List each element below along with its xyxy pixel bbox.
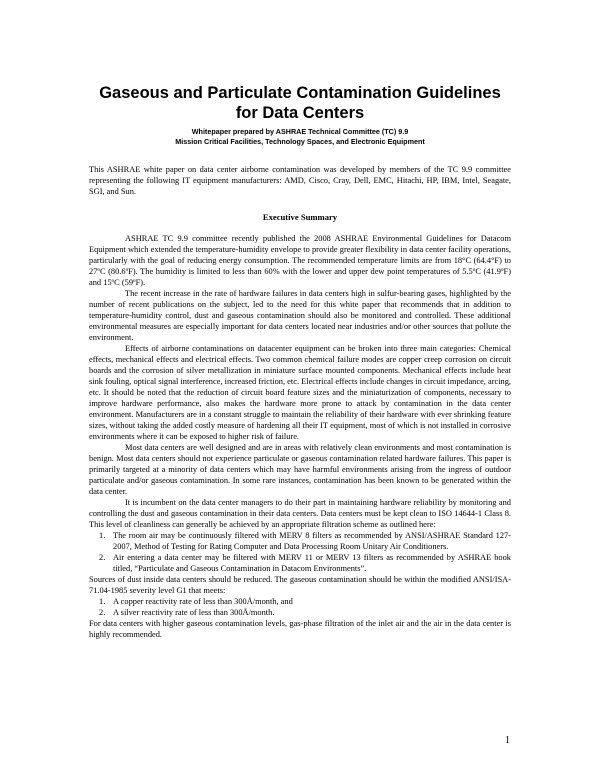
section-heading: Executive Summary — [262, 212, 338, 222]
executive-summary — [89, 233, 511, 640]
paragraph: For data centers with higher gaseous contamination levels, gas-phase filtration of the inlet air and the air in the data center is highly recommended. — [89, 619, 511, 639]
list-number: 1. — [99, 531, 106, 540]
list-number: 1. — [99, 597, 106, 606]
paragraph: Most data centers are well designed and are in areas with relatively clean environments and most contamination is benign. Most data centers should not experience particulate or gaseous contamination related hardware failures. This paper is primarily targeted at a minority of data centers which may have harmful environments arising from the ingress of outdoor particulate and/or gaseous contamination. In some rare instances, contamination has been known to be generated within the data center. — [89, 443, 511, 496]
paragraph: It is incumbent on the data center managers to do their part in maintaining hardware reliability by monitoring and controlling the dust and gaseous contamination in their data centers. Data centers must be kept clean to ISO 14644-1 Class 8. This level of cleanliness can generally be achieved by an appropriate filtration scheme as outlined here: — [89, 498, 511, 529]
paragraph: ASHRAE TC 9.9 committee recently published the 2008 ASHRAE Environmental Guidelines for Datacom Equipment which extended the temperature-humidity envelope to provide greater flexibility in data center facility operations, particularly with the goal of reducing energy consumption. The recommended temperature limits are from 18°C (64.4°F) to 27ºC (80.6ºF). The humidity is limited to less than 60% with the lower and upper dew point temperatures of 5.5ºC (41.9ºF) and 15ºC (59ºF). — [89, 234, 511, 287]
page-number: 1 — [505, 735, 510, 746]
list-item — [89, 530, 511, 552]
list-text: The room air may be continuously filtered with MERV 8 filters as recommended by ANSI/ASHRAE Standard 127-2007, Method of Testing for Rating Computer and Data Processing Room Unitary Air Conditioners. — [113, 531, 511, 551]
reactivity-list — [89, 596, 511, 618]
intro-section — [89, 164, 511, 197]
list-item — [89, 596, 511, 607]
list-text: Air entering a data center may be filtered with MERV 11 or MERV 13 filters as recommended by ASHRAE book titled, “Particulate and Gaseous Contamination in Datacom Environments”. — [113, 553, 511, 573]
title-line-2: for Data Centers — [235, 104, 365, 122]
byline-line-1: Whitepaper prepared by ASHRAE Technical Committee (TC) 9.9 — [191, 127, 409, 136]
document-title — [60, 83, 540, 123]
intro-paragraph: This ASHRAE white paper on data center airborne contamination was developed by members of the TC 9.9 committee representing the following IT equipment manufacturers: AMD, Cisco, Cray, Dell, EMC, Hitachi, HP, IBM, Intel, Seagate, SGI, and Sun. — [89, 165, 511, 196]
list-item — [89, 607, 511, 618]
list-text: A silver reactivity rate of less than 300Å/month. — [113, 608, 275, 617]
byline-line-2: Mission Critical Facilities, Technology Spaces, and Electronic Equipment — [175, 136, 425, 146]
list-item — [89, 552, 511, 574]
title-line-1: Gaseous and Particulate Contamination Guidelines — [99, 84, 501, 102]
paragraph: Effects of airborne contaminations on datacenter equipment can be broken into three main categories: Chemical effects, mechanical effects and electrical effects. Two common chemical failure modes are copper creep corrosion on circuit boards and the corrosion of silver metallization in miniature surface mounted components. Mechanical effects include heat sink fouling, optical signal interference, increased friction, etc. Electrical effects include changes in circuit impedance, arcing, etc. It should be noted that the reduction of circuit board feature sizes and the miniaturization of components, necessary to improve hardware performance, also makes the hardware more prone to attack by contamination in the data center environment. Manufacturers are in a constant struggle to maintain the reliability of their hardware with ever shrinking feature sizes, without taking the added costly measure of hardening all their IT equipment, most of which is not installed in corrosive environments where it can be exposed to higher risk of failure. — [89, 344, 511, 441]
list-text: A copper reactivity rate of less than 300Å/month, and — [113, 597, 293, 606]
byline — [60, 127, 540, 146]
filtration-list — [89, 530, 511, 574]
list-number: 2. — [99, 608, 106, 617]
paragraph: The recent increase in the rate of hardware failures in data centers high in sulfur-bearing gases, highlighted by the number of recent publications on the subject, led to the need for this white paper that recommends that in addition to temperature-humidity control, dust and gaseous contamination should also be monitored and controlled. These additional environmental measures are especially important for data centers located near industries and/or other sources that pollute the environment. — [89, 289, 511, 342]
list-number: 2. — [99, 553, 106, 562]
paragraph: Sources of dust inside data centers should be reduced. The gaseous contamination should be within the modified ANSI/ISA-71.04-1985 severity level G1 that meets: — [89, 575, 511, 595]
